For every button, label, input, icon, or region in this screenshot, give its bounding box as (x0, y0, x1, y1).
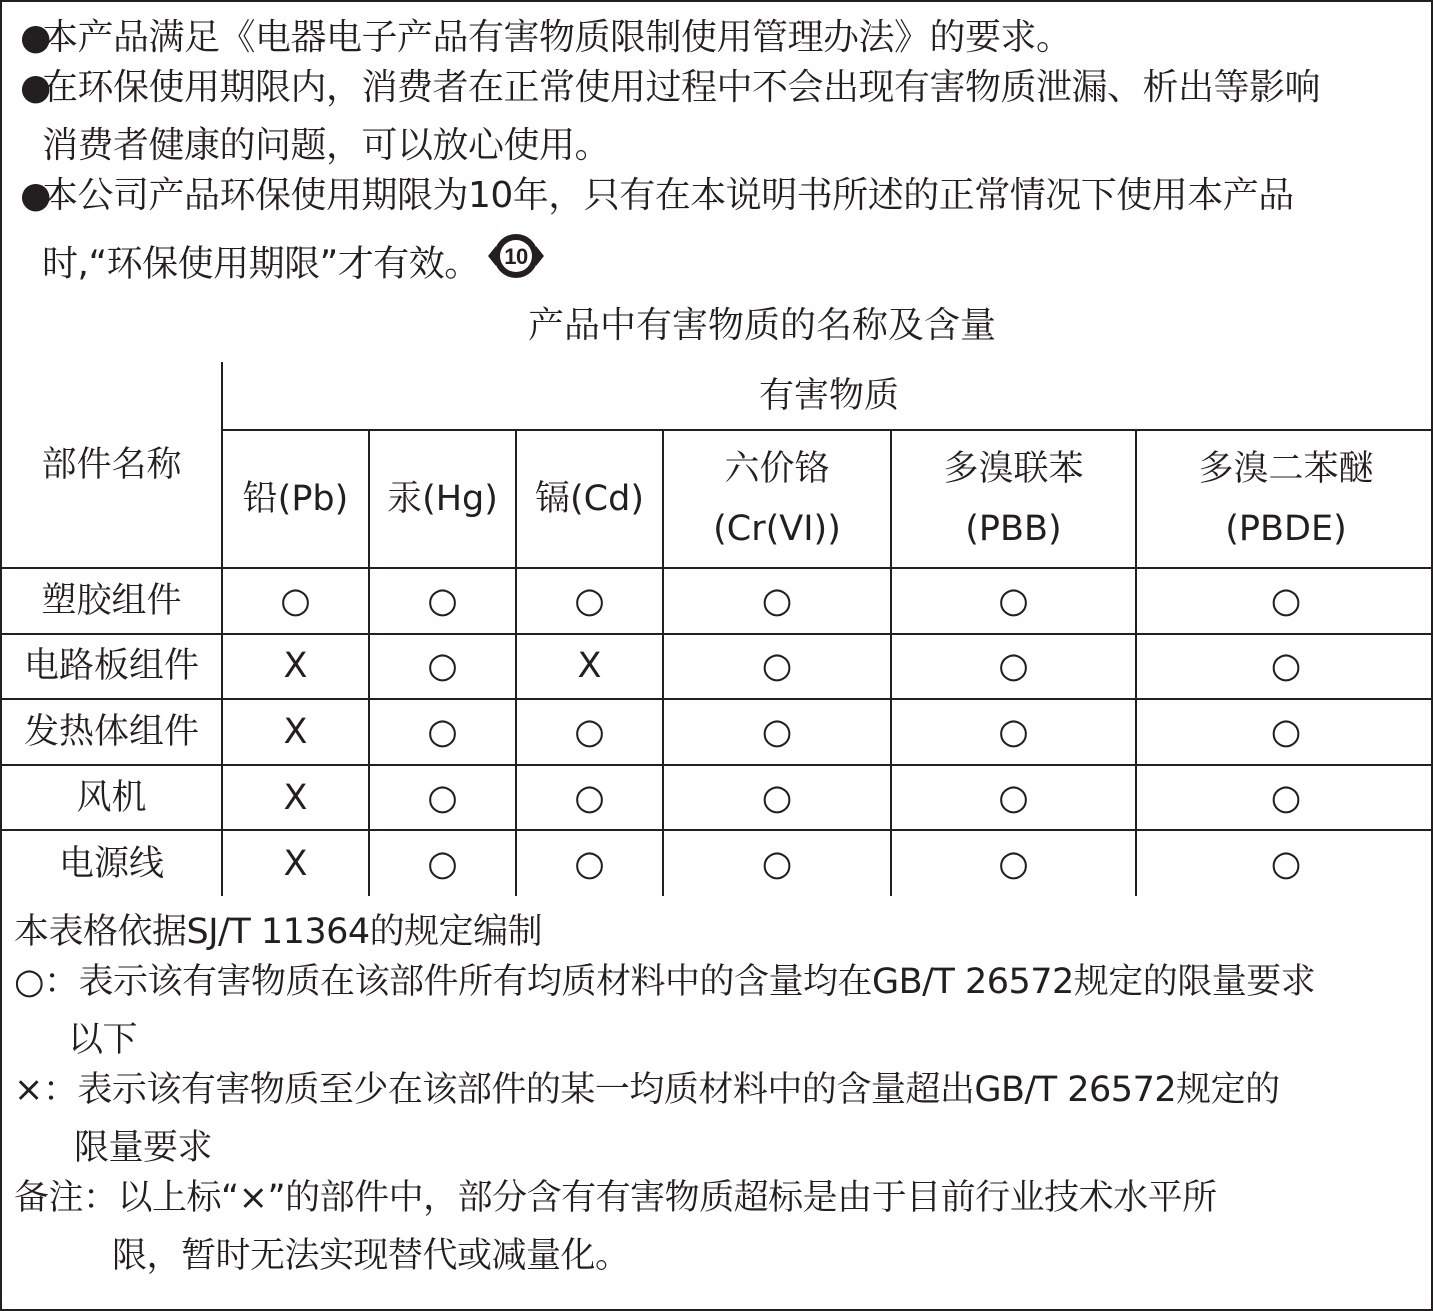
table-row (2, 830, 1433, 896)
mark-cell: ○ (891, 830, 1136, 896)
table-row (2, 568, 1433, 634)
note-cross-line2: 限量要求 (74, 1128, 213, 1168)
mark-cell: ○ (663, 568, 891, 634)
mark-cell: ○ (663, 765, 891, 831)
mark-cell: ○ (891, 634, 1136, 700)
table-title: 产品中有害物质的名称及含量 (527, 305, 996, 346)
statement-2-text-line2: 消费者健康的问题，可以放心使用。 (42, 125, 611, 166)
note-cross-line1: ×：表示该有害物质至少在该部件的某一均质材料中的含量超出GB/T 26572规定的 (14, 1070, 1280, 1110)
note-basis: 本表格依据SJ/T 11364的规定编制 (14, 912, 543, 952)
note-remark-line1: 备注：以上标“×”的部件中，部分含有有害物质超标是由于目前行业技术水平所 (14, 1178, 1217, 1218)
mark-cell: ○ (516, 765, 663, 831)
part-name: 电路板组件 (2, 634, 222, 700)
mark-cell: X (222, 634, 369, 700)
mark-cell: ○ (1136, 830, 1433, 896)
column-header-cd: 镉(Cd) (516, 430, 663, 568)
table-row (2, 634, 1433, 700)
mark-cell: ○ (516, 830, 663, 896)
statement-2-text-line1: 在环保使用期限内，消费者在正常使用过程中不会出现有害物质泄漏、析出等影响 (42, 67, 1321, 108)
bullet: ● (20, 175, 51, 216)
hazardous-substance-table (2, 362, 1433, 896)
table-row (2, 699, 1433, 765)
statement-3-text-line2: 时,“环保使用期限”才有效。 (42, 243, 480, 285)
statement-2 (20, 66, 1320, 110)
column-header-pbde: 多溴二苯醚 (PBDE) (1136, 430, 1433, 568)
column-header-hg: 汞(Hg) (369, 430, 516, 568)
mark-cell: ○ (663, 634, 891, 700)
statement-1 (20, 16, 1072, 60)
part-name: 发热体组件 (2, 699, 222, 765)
mark-cell: ○ (663, 699, 891, 765)
mark-cell: ○ (663, 830, 891, 896)
mark-cell: ○ (369, 830, 516, 896)
mark-cell: X (222, 765, 369, 831)
statement-3-text-line1: 本公司产品环保使用期限为10年，只有在本说明书所述的正常情况下使用本产品 (42, 175, 1294, 216)
mark-cell: ○ (516, 568, 663, 634)
mark-cell: ○ (891, 699, 1136, 765)
part-name-header: 部件名称 (2, 362, 222, 568)
bullet: ● (20, 17, 51, 58)
statement-3-line2 (42, 230, 548, 301)
mark-cell: ○ (891, 765, 1136, 831)
note-circle-line1: ○：表示该有害物质在该部件所有均质材料中的含量均在GB/T 26572规定的限量要求 (14, 962, 1316, 1002)
eco-icon-number: 10 (504, 244, 528, 269)
column-header-cr6: 六价铬 (Cr(VI)) (663, 430, 891, 568)
mark-cell: ○ (369, 568, 516, 634)
column-header-pbb: 多溴联苯 (PBB) (891, 430, 1136, 568)
mark-cell: X (222, 699, 369, 765)
column-header-pb: 铅(Pb) (222, 430, 369, 568)
mark-cell: ○ (1136, 699, 1433, 765)
mark-cell: ○ (222, 568, 369, 634)
mark-cell: ○ (891, 568, 1136, 634)
table-row (2, 765, 1433, 831)
note-remark-line2: 限，暂时无法实现替代或减量化。 (112, 1236, 630, 1276)
note-circle-line2: 以下 (68, 1020, 138, 1060)
part-name: 风机 (2, 765, 222, 831)
part-name: 塑胶组件 (2, 568, 222, 634)
mark-cell: X (222, 830, 369, 896)
part-name: 电源线 (2, 830, 222, 896)
mark-cell: ○ (516, 699, 663, 765)
mark-cell: ○ (1136, 765, 1433, 831)
mark-cell: ○ (1136, 568, 1433, 634)
mark-cell: ○ (369, 699, 516, 765)
mark-cell: X (516, 634, 663, 700)
statement-1-text: 本产品满足《电器电子产品有害物质限制使用管理办法》的要求。 (42, 17, 1072, 58)
mark-cell: ○ (369, 765, 516, 831)
hazardous-substance-group-header: 有害物质 (222, 362, 1433, 430)
bullet: ● (20, 67, 51, 108)
environmental-protection-use-period-icon (484, 226, 548, 297)
statement-3 (20, 174, 1294, 218)
mark-cell: ○ (1136, 634, 1433, 700)
mark-cell: ○ (369, 634, 516, 700)
